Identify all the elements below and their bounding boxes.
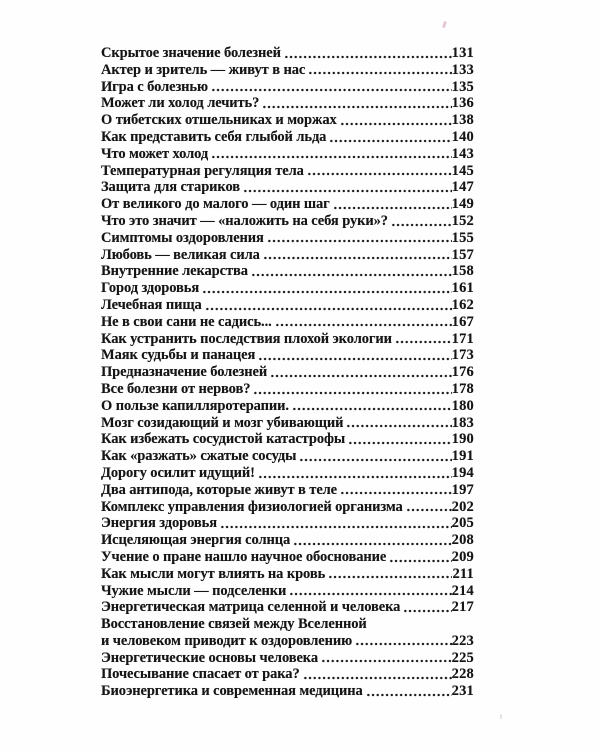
toc-entry-page: 231 [451,683,474,700]
toc-entry-page: 152 [451,212,474,229]
toc-entry [101,314,474,331]
toc-entry-title: Защита для стариков [101,179,241,196]
toc-entry [101,431,474,448]
toc-entry-title: От великого до малого — один шаг [101,196,330,213]
toc-entry [101,515,474,532]
toc-entry [101,398,474,415]
toc-entry-title: Лечебная пища [101,296,202,313]
toc-entry-title: Два антипода, которые живут в теле [101,481,338,498]
toc-entry-title: Внутренние лекарства [101,263,248,280]
toc-entry [101,95,474,112]
toc-entry [101,465,474,482]
dotted-leader [406,499,452,516]
toc-entry [101,633,474,650]
toc-entry-title: Мозг созидающий и мозг убивающий [101,414,344,431]
toc-entry-title: Учение о пране нашло научное обоснование [101,548,387,565]
toc-entry [101,347,474,364]
toc-entry-page: 211 [452,565,474,582]
toc-entry-title: Предназначение болезней [101,364,268,381]
toc-entry-title: Может ли холод лечить? [101,95,260,112]
toc-entry-page: 133 [451,61,474,78]
dotted-leader [258,465,452,482]
toc-entry-page: 140 [451,128,474,145]
toc-entry [101,163,474,180]
toc-entry-title: Симптомы оздоровления [101,229,264,246]
toc-entry [101,532,474,549]
toc-entry-page: 145 [451,162,474,179]
dotted-leader [348,431,451,448]
toc-entry-title: Как избежать сосудистой катастрофы [101,431,346,448]
toc-entry-title: Биоэнергетика и современная медицина [101,683,363,700]
dotted-leader [211,79,452,96]
dotted-leader [293,532,451,549]
dotted-leader [275,314,452,331]
toc-entry-page: 149 [451,196,474,213]
scan-artifact-speck [442,21,447,29]
toc-entry-page: 183 [451,414,474,431]
toc-entry-title: и человеком приводит к оздоровлению [101,632,353,649]
toc-entry-title: Как представить себя глыбой льда [101,128,327,145]
toc-entry-title: Энергетическая матрица селенной и человека [101,599,401,616]
toc-entry-page: 228 [451,666,474,683]
toc-entry-title: Все болезни от нервов? [101,380,251,397]
dotted-leader [284,45,452,62]
toc-entry-page: 135 [451,78,474,95]
toc-entry-page: 162 [451,296,474,313]
toc-entry-page: 158 [451,263,474,280]
toc-entry [101,112,474,129]
dotted-leader [340,482,452,499]
toc-entry-title: Маяк судьбы и панацея [101,347,256,364]
toc-entry-title: Дорогу осилит идущий! [101,464,255,481]
toc-entry-page: 138 [451,112,474,129]
toc-entry [101,263,474,280]
toc-entry [101,415,474,432]
dotted-leader [389,549,451,566]
toc-entry [101,599,474,616]
toc-entry-page: 161 [451,280,474,297]
dotted-leader [220,515,452,532]
dotted-leader [258,347,451,364]
toc-entry-page: 171 [451,330,474,347]
toc-entry [101,62,474,79]
dotted-leader [243,179,452,196]
toc-entry-page: 136 [451,95,474,112]
toc-entry-title: О тибетских отшельниках и моржах [101,112,337,129]
toc-entry [101,616,474,633]
toc-entry-title: Игра с болезнью [101,78,208,95]
toc-entry [101,583,474,600]
toc-entry-page: 223 [451,632,474,649]
toc-entry-page: 167 [451,313,474,330]
toc-entry-page: 173 [451,347,474,364]
dotted-leader [333,196,452,213]
toc-entry-page: 178 [451,380,474,397]
dotted-leader [253,381,451,398]
dotted-leader [303,666,452,683]
toc-entry-title: Как мысли могут влиять на кровь [101,565,326,582]
toc-entry-title: Энергетические основы человека [101,649,318,666]
toc-entry-title: Не в свои сани не садись... [101,313,272,330]
toc-entry-page: 155 [451,229,474,246]
dotted-leader [292,398,452,415]
toc-entry [101,331,474,348]
toc-entry-title: Температурная регуляция тела [101,162,304,179]
dotted-leader [205,297,452,314]
toc-entry-page: 217 [451,599,474,616]
toc-entry [101,196,474,213]
toc-entry-title: Как «разжать» сжатые сосуды [101,448,297,465]
dotted-leader [391,213,452,230]
dotted-leader [395,331,452,348]
toc-entry-page: 147 [451,179,474,196]
dotted-leader [403,599,451,616]
dotted-leader [321,650,452,667]
dotted-leader [329,129,451,146]
toc-entry [101,381,474,398]
dotted-leader [328,566,452,583]
toc-list [101,45,474,700]
toc-entry [101,499,474,516]
toc-entry-title: Восстановление связей между Вселенной [101,616,367,633]
toc-entry [101,280,474,297]
toc-entry [101,129,474,146]
dotted-leader [289,583,451,600]
toc-entry-title: Почесывание спасает от рака? [101,666,300,683]
toc-entry-page: 180 [451,397,474,414]
dotted-leader [340,112,452,129]
dotted-leader [366,683,452,700]
toc-entry [101,297,474,314]
toc-entry-page: 209 [451,548,474,565]
toc-entry-title: Чужие мысли — подселенки [101,582,287,599]
toc-entry [101,45,474,62]
dotted-leader [355,633,452,650]
toc-entry-title: Исцеляющая энергия солнца [101,532,291,549]
toc-entry-title: Комплекс управления физиологией организма [101,498,403,515]
toc-entry-page: 176 [451,364,474,381]
toc-entry [101,482,474,499]
toc-entry-page: 214 [451,582,474,599]
dotted-leader [267,230,452,247]
toc-entry [101,230,474,247]
dotted-leader [346,415,451,432]
toc-entry-page: 190 [451,431,474,448]
dotted-leader [211,146,452,163]
toc-entry-title: Любовь — великая сила [101,246,260,263]
toc-entry-page: 197 [451,481,474,498]
toc-entry [101,247,474,264]
dotted-leader [270,364,452,381]
toc-entry-page: 225 [451,649,474,666]
toc-entry [101,146,474,163]
scan-artifact-speck [500,714,502,719]
toc-entry [101,364,474,381]
toc-entry-page: 143 [451,145,474,162]
toc-entry-title: О пользе капилляротерапии. [101,397,289,414]
toc-entry-title: Актер и зритель — живут в нас [101,61,306,78]
toc-entry-page: 205 [451,515,474,532]
toc-entry-title: Энергия здоровья [101,515,217,532]
toc-entry-page: 202 [451,498,474,515]
dotted-leader [263,247,452,264]
dotted-leader [299,448,451,465]
toc-entry-page: 208 [451,532,474,549]
toc-entry-title: Как устранить последствия плохой экологии [101,330,392,347]
dotted-leader [202,280,452,297]
toc-entry [101,549,474,566]
dotted-leader [262,95,451,112]
toc-entry-page: 157 [451,246,474,263]
toc-entry-page: 131 [451,45,474,61]
toc-entry [101,448,474,465]
toc-entry-page: 194 [451,464,474,481]
dotted-leader [307,163,452,180]
toc-entry-title: Что это значит — «наложить на себя руки»? [101,212,388,229]
toc-entry [101,79,474,96]
toc-entry-title: Скрытое значение болезней [101,45,281,61]
toc-entry-page: 191 [451,448,474,465]
toc-entry [101,179,474,196]
toc-entry [101,683,474,700]
dotted-leader [251,263,452,280]
dotted-leader [308,62,451,79]
toc-entry [101,213,474,230]
toc-entry [101,650,474,667]
toc-entry-title: Что может холод [101,145,209,162]
toc-entry [101,666,474,683]
toc-entry-title: Город здоровья [101,280,200,297]
toc-entry [101,566,474,583]
